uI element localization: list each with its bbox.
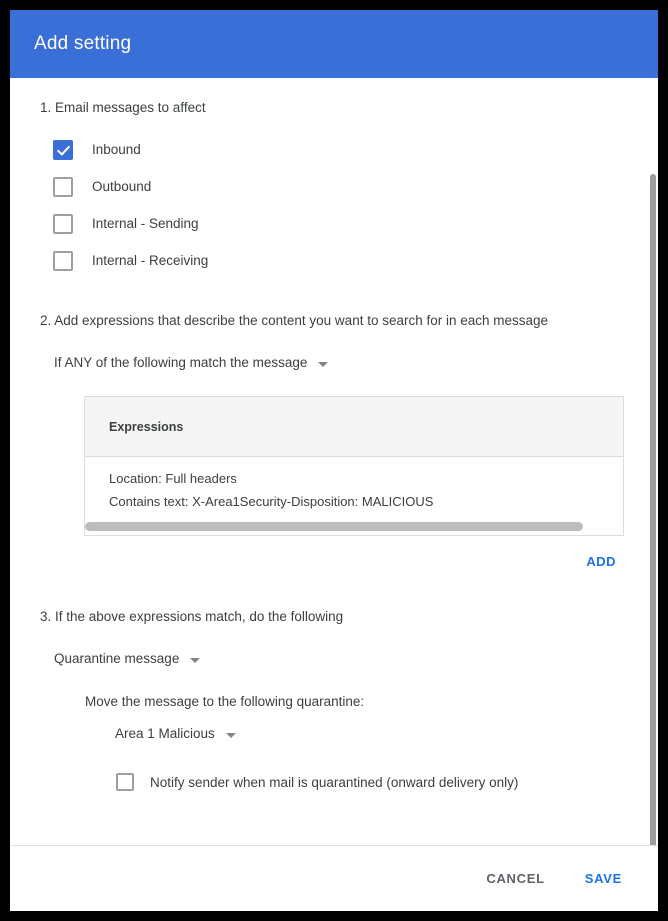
add-expression-row — [84, 548, 624, 575]
chevron-down-icon — [318, 362, 328, 367]
expressions-table — [84, 396, 624, 536]
quarantine-dropdown-value: Area 1 Malicious — [115, 726, 215, 741]
page-title: Add setting — [34, 33, 132, 54]
checkbox-label-internal-receiving: Internal - Receiving — [92, 253, 209, 268]
checkbox-row-internal-receiving[interactable] — [40, 242, 628, 279]
section-email-messages — [40, 100, 628, 279]
dialog-footer — [10, 845, 658, 911]
checkbox-row-internal-sending[interactable] — [40, 205, 628, 242]
checkbox-label-inbound: Inbound — [92, 142, 141, 157]
checkbox-label-outbound: Outbound — [92, 179, 152, 194]
match-condition-dropdown[interactable] — [54, 355, 328, 370]
table-row[interactable]: Contains text: X-Area1Security-Disposition: MALICIOUS — [109, 494, 434, 509]
table-row[interactable]: Location: Full headers — [109, 471, 237, 486]
section-2-title: 2. Add expressions that describe the content you want to search for in each message — [40, 313, 549, 328]
checkbox-row-inbound[interactable] — [40, 131, 628, 168]
dialog-header — [10, 10, 658, 78]
add-setting-dialog — [10, 10, 658, 911]
dialog-body — [10, 78, 658, 845]
action-dropdown-value: Quarantine message — [54, 651, 180, 666]
checkbox-label-notify-sender: Notify sender when mail is quarantined (onward delivery only) — [150, 774, 519, 790]
checkbox-inbound[interactable] — [53, 140, 73, 160]
section-expressions — [40, 313, 628, 575]
expressions-table-body — [85, 457, 623, 535]
chevron-down-icon — [226, 733, 236, 738]
chevron-down-icon — [190, 658, 200, 663]
section-actions — [40, 609, 628, 791]
checkbox-internal-sending[interactable] — [53, 214, 73, 234]
expressions-scroll-thumb[interactable] — [85, 522, 583, 531]
quarantine-instruction-label: Move the message to the following quarantine: — [85, 694, 365, 709]
expressions-table-header: Expressions — [85, 397, 623, 457]
match-condition-value: If ANY of the following match the message — [54, 355, 308, 370]
checkbox-row-notify-sender[interactable] — [116, 773, 628, 791]
section-1-title: 1. Email messages to affect — [40, 100, 206, 115]
checkbox-label-internal-sending: Internal - Sending — [92, 216, 199, 231]
dialog-vertical-scrollbar[interactable] — [650, 174, 656, 845]
section-3-title: 3. If the above expressions match, do the following — [40, 609, 344, 624]
checkbox-outbound[interactable] — [53, 177, 73, 197]
dialog-content — [10, 78, 658, 811]
add-expression-button[interactable]: ADD — [586, 554, 616, 569]
action-dropdown[interactable] — [54, 651, 200, 666]
checkbox-row-outbound[interactable] — [40, 168, 628, 205]
quarantine-dropdown[interactable] — [115, 726, 236, 741]
checkbox-internal-receiving[interactable] — [53, 251, 73, 271]
save-button[interactable]: SAVE — [584, 871, 622, 886]
expressions-horizontal-scrollbar[interactable] — [85, 519, 623, 535]
checkbox-notify-sender[interactable] — [116, 773, 134, 791]
cancel-button[interactable]: CANCEL — [486, 871, 545, 886]
quarantine-settings — [85, 694, 628, 791]
